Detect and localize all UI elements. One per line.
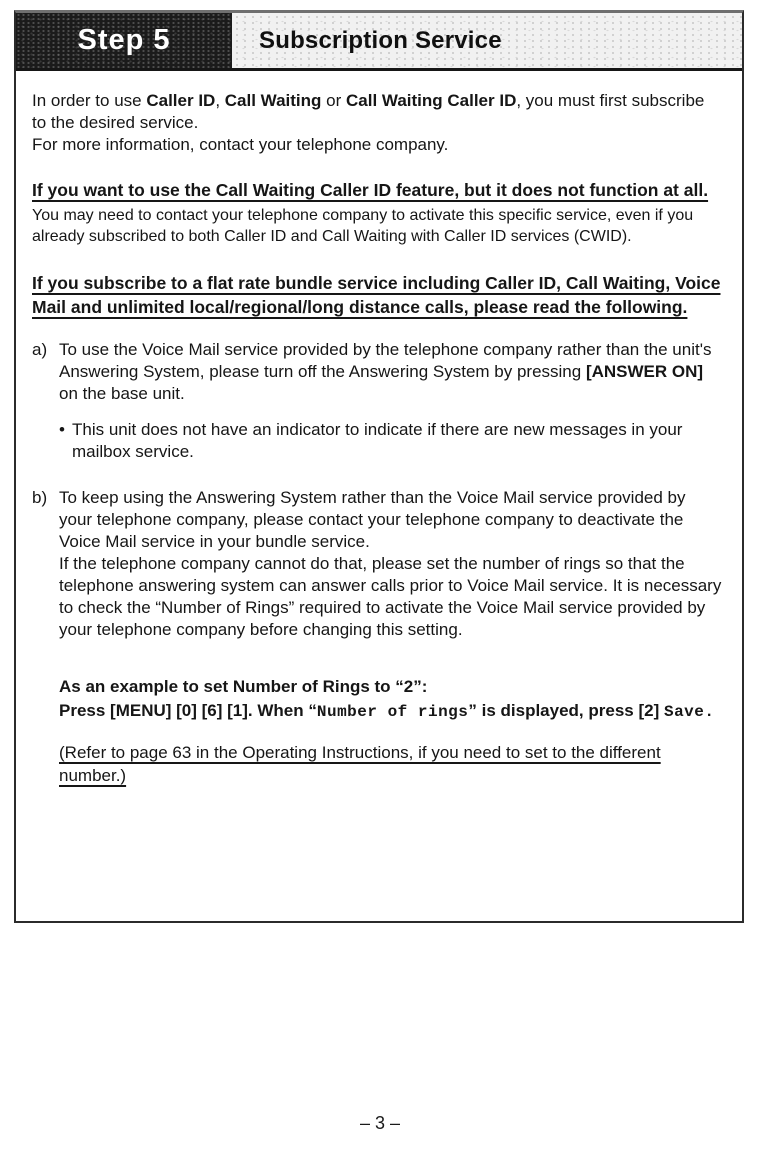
page-header xyxy=(16,13,742,71)
text-run: , you must first subscribe to the desired service. xyxy=(32,91,705,132)
item-b-paragraph-2: If the telephone company cannot do that, please set the number of rings so that the telephone answering system can answer calls prior to Voice Mail service. It is necessary to check the “Number of Rings” required to activate the Voice Mail service provided by your telephone company before changing this setting. xyxy=(59,554,722,639)
item-b-text xyxy=(59,487,722,641)
example-line-1: As an example to set Number of Rings to “2”: xyxy=(59,677,428,696)
text-run: Press [MENU] [0] [6] [1]. When “ xyxy=(59,701,317,720)
refer-note: (Refer to page 63 in the Operating Instructions, if you need to set to the different number.) xyxy=(59,743,661,785)
bullet-icon: • xyxy=(59,420,65,439)
text-run: To use the Voice Mail service provided by the telephone company rather than the unit's Answering System, please turn off the Answering System by pressing xyxy=(59,340,712,381)
page-number: – 3 – xyxy=(359,1113,401,1133)
section1-heading: If you want to use the Call Waiting Caller ID feature, but it does not function at all. xyxy=(32,180,709,200)
page-title: Subscription Service xyxy=(259,26,502,54)
item-a-bullet-text: This unit does not have an indicator to indicate if there are new messages in your mailbox service. xyxy=(72,420,683,461)
item-a-paragraph xyxy=(59,339,722,405)
item-a-text xyxy=(59,339,722,463)
step-label: Step 5 xyxy=(77,24,171,56)
step-badge xyxy=(16,13,232,68)
manual-page-frame xyxy=(14,10,744,923)
text-run: or xyxy=(321,91,346,110)
example-block xyxy=(59,675,722,724)
intro-paragraph xyxy=(32,90,722,156)
call-waiting-caller-id-term: Call Waiting Caller ID xyxy=(346,91,517,110)
item-b-label: b) xyxy=(32,488,48,507)
lcd-display-text: Number of rings xyxy=(316,703,469,721)
text-run: In order to use xyxy=(32,91,147,110)
item-a-bullet-row xyxy=(59,419,722,463)
text-run: on the base unit. xyxy=(59,384,185,403)
page-footer xyxy=(0,1113,760,1134)
page-content xyxy=(16,71,742,787)
answer-on-key: [ANSWER ON] xyxy=(585,362,704,381)
intro-line-2: For more information, contact your telephone company. xyxy=(32,135,449,154)
section2-heading: If you subscribe to a flat rate bundle service including Caller ID, Call Waiting, Voice Mail and unlimited local/regional/long distance calls, please read the following. xyxy=(32,273,721,317)
list-item-b xyxy=(32,487,722,641)
text-run: ” is displayed, press [2] xyxy=(468,701,664,720)
text-run: , xyxy=(215,91,225,110)
caller-id-term: Caller ID xyxy=(146,91,216,110)
save-softkey-label: Save. xyxy=(663,703,715,721)
list-item-a xyxy=(32,339,722,463)
example-line-2 xyxy=(59,699,722,724)
title-band xyxy=(232,13,742,68)
item-a-label: a) xyxy=(32,340,48,359)
intro-line-1 xyxy=(32,90,722,134)
item-b-paragraph-1: To keep using the Answering System rather than the Voice Mail service provided by your telephone company, please contact your telephone company to deactivate the Voice Mail service in your bundle service. xyxy=(59,488,686,551)
call-waiting-term: Call Waiting xyxy=(224,91,322,110)
section1-body: You may need to contact your telephone company to activate this specific service, even if you already subscribed to both Caller ID and Call Waiting with Caller ID services (CWID). xyxy=(32,207,694,245)
